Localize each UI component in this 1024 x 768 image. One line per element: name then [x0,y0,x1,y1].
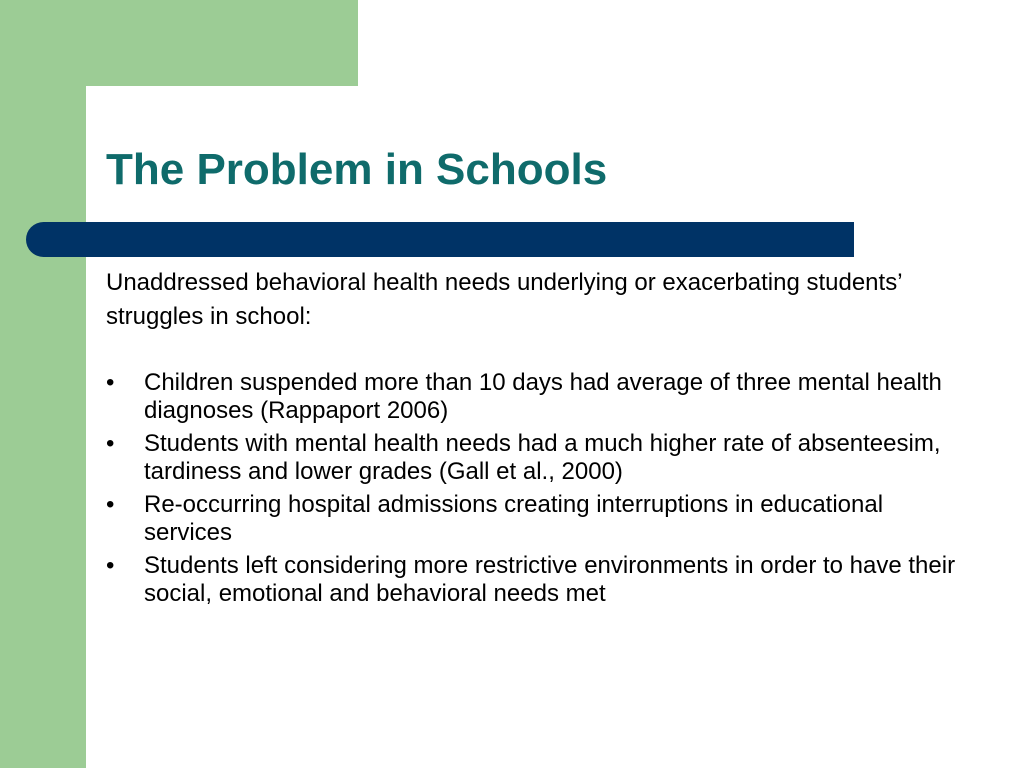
bullet-marker: • [106,369,115,396]
bullet-item [106,369,966,425]
bullet-marker: • [106,430,115,457]
bullet-item [106,430,966,486]
bullet-item [106,552,966,608]
bullet-text: Students left considering more restrictive environments in order to have their social, emotional and behavioral needs met [144,552,956,607]
bullet-text: Children suspended more than 10 days had average of three mental health diagnoses (Rappaport 2006) [144,369,942,424]
bullet-list [106,369,966,613]
decorative-green-band-left [0,0,86,768]
bullet-text: Re-occurring hospital admissions creating interruptions in educational services [144,491,884,546]
intro-text: Unaddressed behavioral health needs underlying or exacerbating students’ struggles in school: [106,269,902,330]
title-underline-bar [26,222,854,257]
bullet-text: Students with mental health needs had a much higher rate of absenteesim, tardiness and lower grades (Gall et al., 2000) [144,430,941,485]
bullet-marker: • [106,552,115,579]
slide-title: The Problem in Schools [106,145,608,194]
bullet-item [106,491,966,547]
bullet-marker: • [106,491,115,518]
